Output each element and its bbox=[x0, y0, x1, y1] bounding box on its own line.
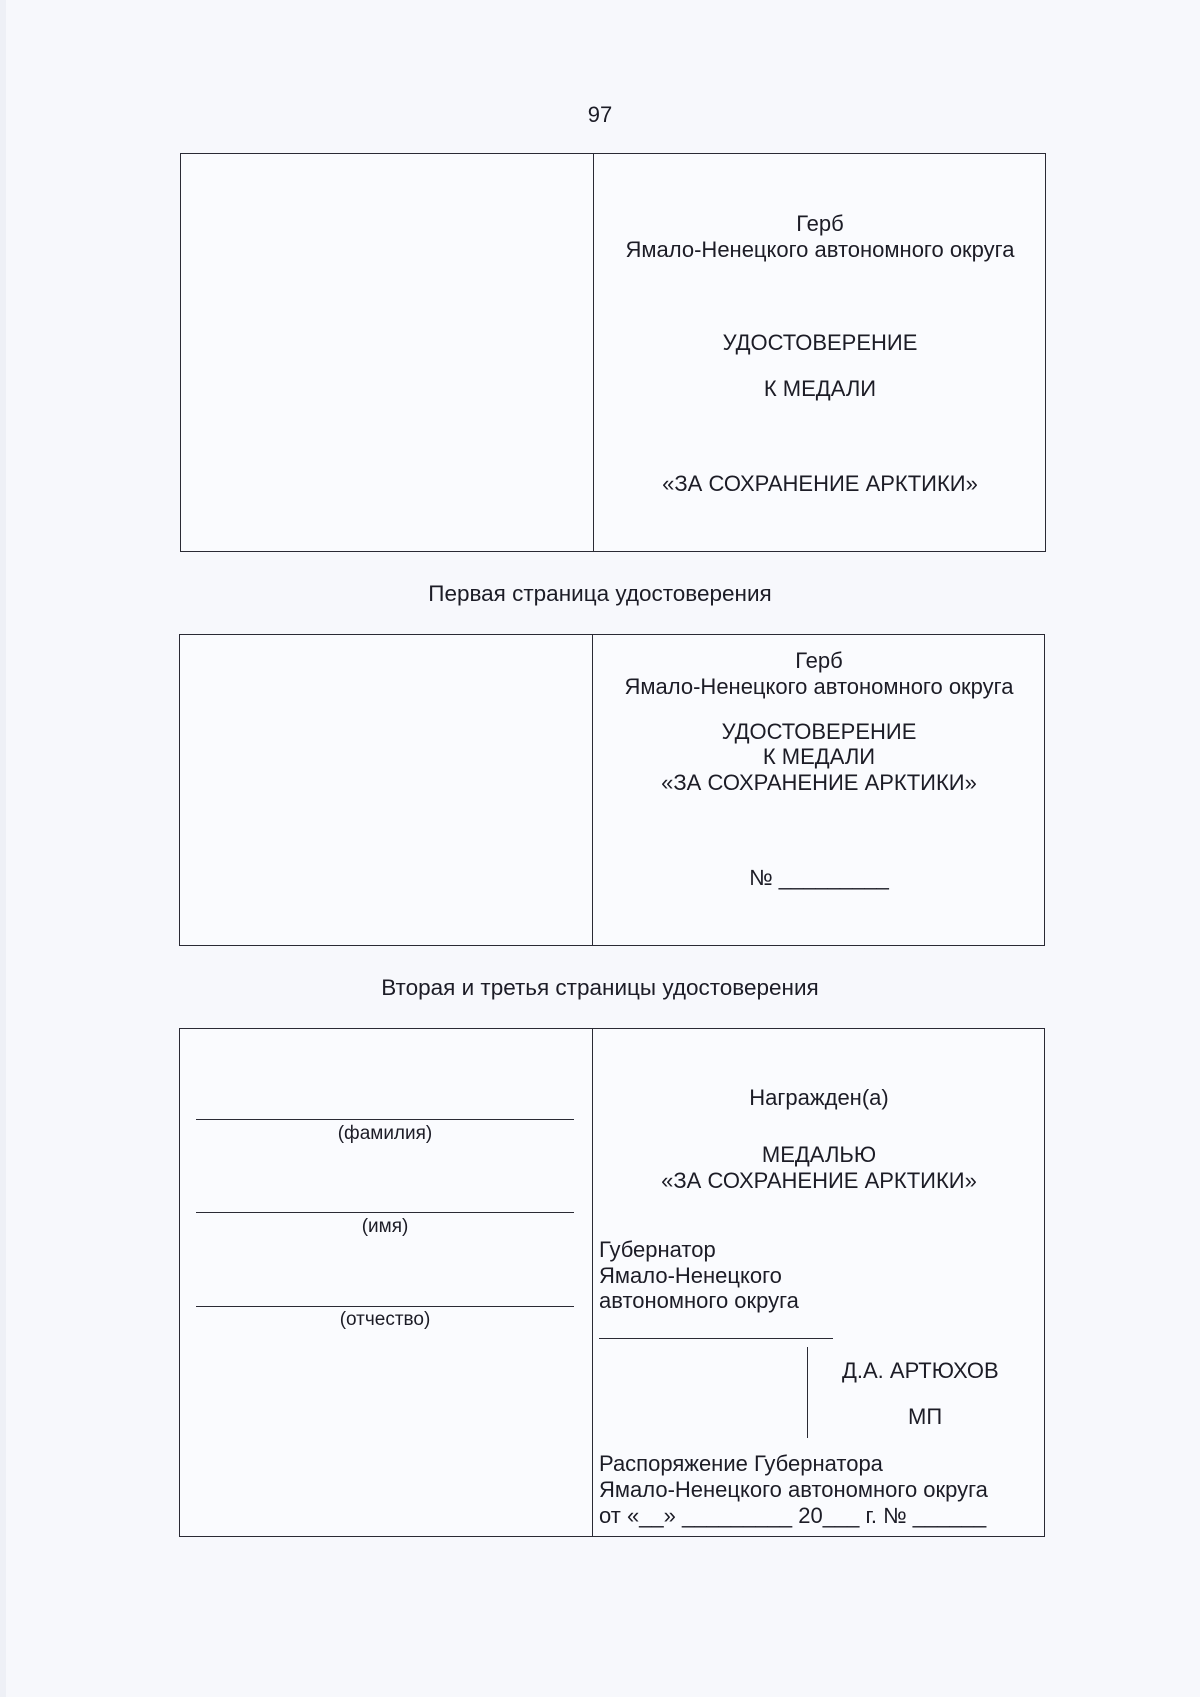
region-name: Ямало-Ненецкого автономного округа bbox=[625, 237, 1015, 262]
to-medal-text: К МЕДАЛИ bbox=[762, 744, 876, 769]
patronymic-label: (отчество) bbox=[339, 1309, 431, 1330]
caption-first-page: Первая страница удостоверения bbox=[428, 581, 772, 606]
surname-line bbox=[196, 1119, 574, 1120]
certificate-title: УДОСТОВЕРЕНИЕ bbox=[721, 719, 917, 744]
order-line-1: Распоряжение Губернатора bbox=[599, 1451, 883, 1476]
signature-separator bbox=[807, 1347, 808, 1438]
certificate-cover-frame bbox=[180, 153, 1046, 552]
governor-line-1: Губернатор bbox=[599, 1237, 716, 1262]
caption-second-third-pages: Вторая и третья страницы удостоверения bbox=[381, 975, 819, 1000]
governor-line-3: автономного округа bbox=[599, 1288, 799, 1313]
seal-place: МП bbox=[908, 1404, 943, 1429]
order-line-2: Ямало-Ненецкого автономного округа bbox=[599, 1477, 988, 1502]
surname-label: (фамилия) bbox=[337, 1123, 433, 1144]
awarded-text: Награжден(а) bbox=[749, 1085, 889, 1110]
order-line-3: от «__» _________ 20___ г. № ______ bbox=[599, 1503, 987, 1528]
medal-word: МЕДАЛЬЮ bbox=[761, 1142, 877, 1167]
certificate-number-field: № _________ bbox=[749, 865, 889, 890]
medal-name: «ЗА СОХРАНЕНИЕ АРКТИКИ» bbox=[661, 770, 977, 795]
region-name: Ямало-Ненецкого автономного округа bbox=[624, 674, 1014, 699]
to-medal-text: К МЕДАЛИ bbox=[763, 376, 877, 401]
emblem-title: Герб bbox=[796, 211, 844, 236]
signatory-name: Д.А. АРТЮХОВ bbox=[842, 1358, 999, 1383]
certificate-title: УДОСТОВЕРЕНИЕ bbox=[722, 330, 918, 355]
emblem-title: Герб bbox=[795, 648, 843, 673]
name-line bbox=[196, 1212, 574, 1213]
signature-line bbox=[599, 1338, 833, 1339]
name-label: (имя) bbox=[361, 1216, 409, 1237]
patronymic-line bbox=[196, 1306, 574, 1307]
certificate-inner-pages-frame bbox=[179, 1028, 1045, 1537]
page-number: 97 bbox=[587, 102, 613, 127]
medal-name: «ЗА СОХРАНЕНИЕ АРКТИКИ» bbox=[662, 471, 978, 496]
certificate-first-page-frame bbox=[179, 634, 1045, 946]
governor-line-2: Ямало-Ненецкого bbox=[599, 1263, 782, 1288]
medal-name: «ЗА СОХРАНЕНИЕ АРКТИКИ» bbox=[661, 1168, 977, 1193]
